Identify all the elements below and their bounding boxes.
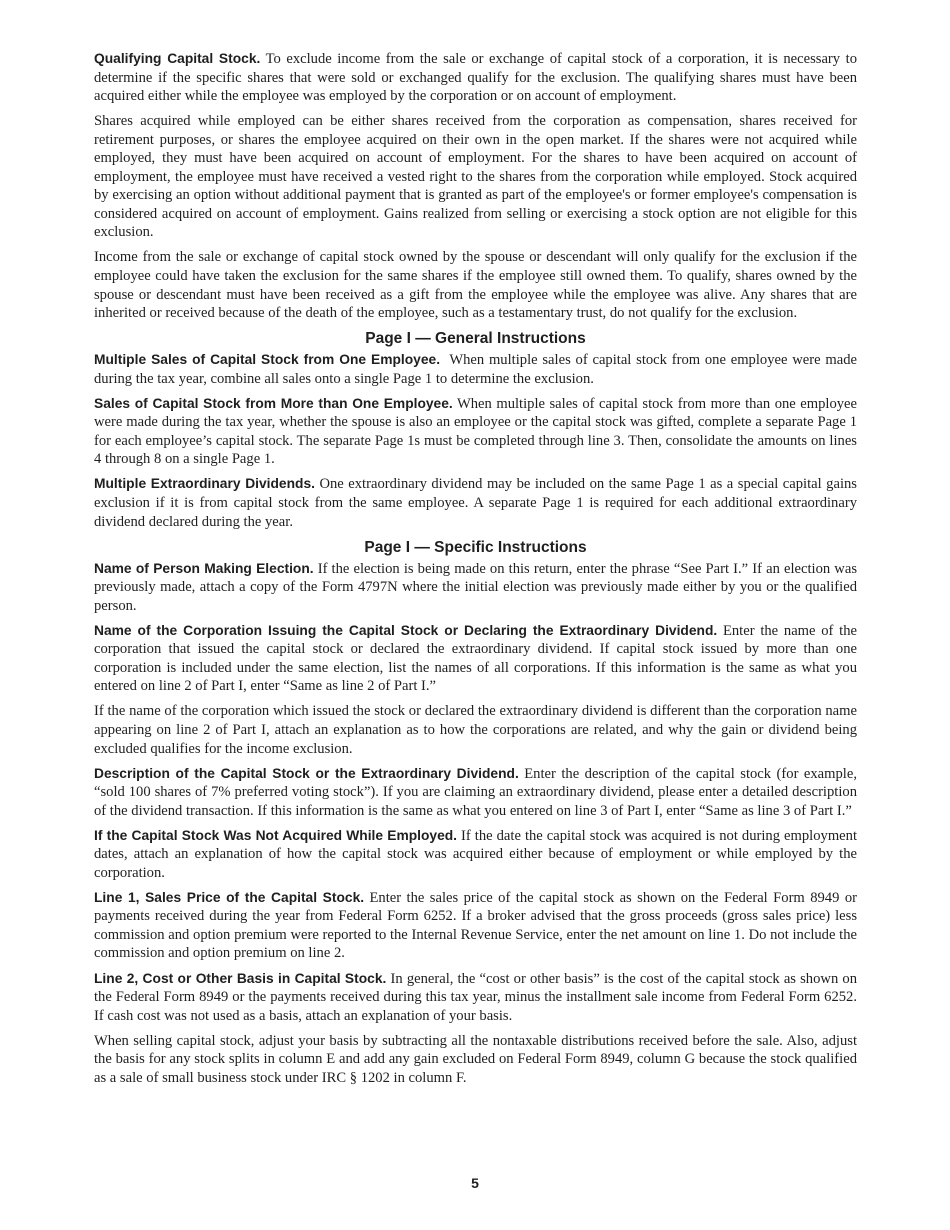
paragraph-text: In general, the “cost or other basis” is the cost of the capital stock as shown on the Federal Form 8949 or the payments received during this tax year, minus the installment sale income from Federal Form 6252. If cash cost was not used as a basis, attach an explanation of your basis. (94, 970, 857, 1024)
section-heading-specific: Page I — Specific Instructions (364, 538, 587, 556)
paragraph-line-2 (94, 970, 857, 1026)
paragraph-person-making-election (94, 560, 857, 616)
paragraph-text: One extraordinary dividend may be included on the same Page 1 as a special capital gains exclusion if it is from capital stock from the same employee. A separate Page 1 is required for each additional extraordinary dividend declared during the year. (94, 476, 857, 530)
paragraph-text: Income from the sale or exchange of capital stock owned by the spouse or descendant will only qualify for the exclusion if the employee could have taken the exclusion for the same shares if the employee still owned them. To qualify, shares owned by the spouse or descendant must have been received as a gift from the employee while the employee was alive. Any shares that are inherited or received because of the death of the employee, such as a testamentary trust, do not qualify for the exclusion. (94, 249, 857, 322)
paragraph-corporation-different (94, 702, 857, 758)
paragraph-text: Enter the description of the capital stock (for example, “sold 100 shares of 7% preferred voting stock”). If you are claiming an extraordinary dividend, please enter a detailed description of the dividend transaction. If this information is the same as what you entered on line 3 of Part I, enter “Same as line 3 of Part I.” (94, 765, 857, 819)
paragraph-text: When multiple sales of capital stock from one employee were made during the tax year, combine all sales onto a single Page 1 to determine the exclusion. (94, 352, 861, 387)
paragraph-heading: Sales of Capital Stock from More than One Employee. (94, 395, 453, 411)
paragraph-heading: Multiple Sales of Capital Stock from One Employee. (94, 352, 441, 368)
paragraph-heading: Line 2, Cost or Other Basis in Capital Stock. (94, 970, 387, 986)
paragraph-extraordinary-dividends (94, 475, 857, 531)
paragraph-text: If the date the capital stock was acquired is not during employment dates, attach an explanation of how the capital stock was acquired either because of employment or while employed by the corporation. (94, 827, 857, 881)
paragraph-heading: Name of Person Making Election. (94, 560, 314, 576)
paragraph-heading: If the Capital Stock Was Not Acquired While Employed. (94, 827, 458, 843)
paragraph-heading: Qualifying Capital Stock. (94, 51, 261, 66)
paragraph-qualifying-capital-stock (94, 50, 857, 106)
paragraph-spouse-descendant (94, 248, 857, 322)
paragraph-text: When selling capital stock, adjust your basis by subtracting all the nontaxable distributions received before the sale. Also, adjust the basis for any stock splits in column E and add any gain excluded on Federal Form 8949, column G because the stock qualified as a sale of small business stock under IRC § 1202 in column F. (94, 1032, 857, 1086)
paragraph-heading: Name of the Corporation Issuing the Capital Stock or Declaring the Extraordinary Dividend. (94, 622, 718, 638)
paragraph-text: Enter the name of the corporation that issued the capital stock or declared the extraordinary dividend. If capital stock issued by more than one corporation is included under the same election, list the names of all corporations. If this information is the same as what you entered on line 2 of Part I, enter “Same as line 2 of Part I.” (94, 622, 858, 695)
paragraph-more-than-one-employee (94, 395, 857, 469)
paragraph-shares-acquired (94, 112, 857, 242)
paragraph-description (94, 765, 857, 821)
paragraph-multiple-sales (94, 351, 861, 388)
paragraph-heading: Line 1, Sales Price of the Capital Stock. (94, 889, 365, 905)
paragraph-text: When multiple sales of capital stock from more than one employee were made during the tax year, whether the spouse is also an employee or the capital stock was gifted, complete a separate Page 1 for each employee’s capital stock. The separate Page 1s must be completed through line 3. Then, consolidate the amounts on lines 4 through 8 on a single Page 1. (94, 395, 858, 468)
paragraph-heading: Multiple Extraordinary Dividends. (94, 476, 315, 492)
paragraph-text: If the name of the corporation which issued the stock or declared the extraordinary dividend is different than the corporation name appearing on line 2 of Part I, attach an explanation as to how the corporations are related, and why the gain or dividend being excluded qualifies for the income exclusion. (94, 703, 857, 757)
instructions-page (94, 50, 861, 1094)
paragraph-text: To exclude income from the sale or exchange of capital stock of a corporation, it is necessary to determine if the specific shares that were sold or exchanged qualify for the exclusion. The qualifying shares must have been acquired either while the employee was employed by the corporation or on account of employment. (94, 51, 857, 105)
paragraph-adjust-basis (94, 1032, 857, 1088)
paragraph-text: Enter the sales price of the capital stock as shown on the Federal Form 8949 or payments received during the year from Federal Form 6252. If a broker advised that the gross proceeds (gross sales price) less commission and option premium were reported to the Internal Revenue Service, enter the net amount on line 1. Do not include the commission and option premium on line 2. (94, 889, 857, 962)
paragraph-text: If the election is being made on this return, enter the phrase “See Part I.” If an election was previously made, attach a copy of the Form 4797N where the initial election was previously made either by you or the qualified person. (94, 560, 857, 614)
paragraph-heading: Description of the Capital Stock or the Extraordinary Dividend. (94, 765, 519, 781)
section-heading-general: Page I — General Instructions (365, 330, 586, 348)
paragraph-corporation-name (94, 622, 857, 696)
page-number: 5 (471, 1175, 479, 1191)
paragraph-not-acquired-while-employed (94, 827, 857, 883)
paragraph-line-1 (94, 889, 857, 963)
paragraph-text: Shares acquired while employed can be either shares received from the corporation as compensation, shares received for retirement purposes, or shares the employee acquired on their own in the open market. If the shares were not acquired while employed, they must have been acquired on account of employment. For the shares to have been acquired on account of employment, the employee must have received a vested right to the shares from the corporation while employed. Stock acquired by exercising an option without additional payment that is granted as part of the employee's or former employee's compensation is considered acquired on account of employment. Gains realized from selling or exercising a stock option are not eligible for this exclusion. (94, 113, 857, 241)
